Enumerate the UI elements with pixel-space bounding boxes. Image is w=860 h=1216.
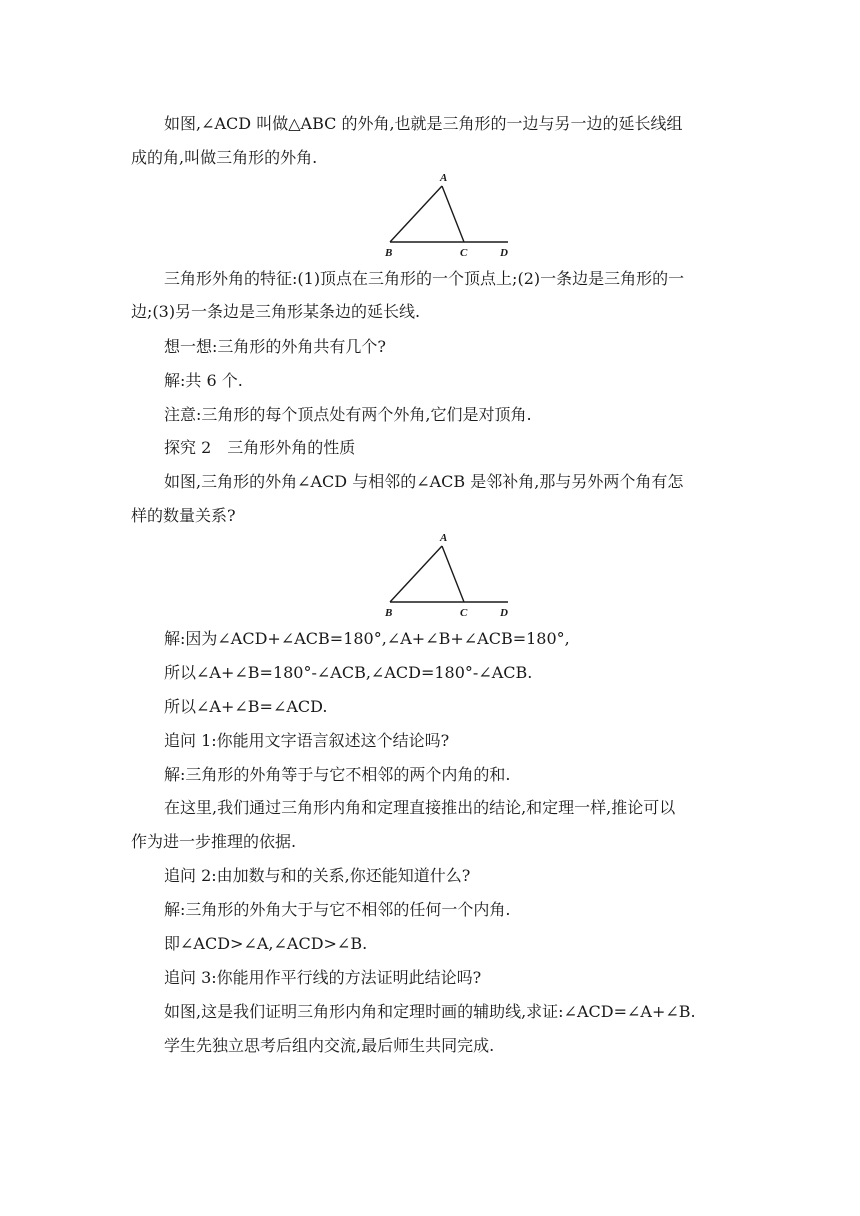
line-10: 样的数量关系? <box>131 506 236 525</box>
line-7: 注意:三角形的每个顶点处有两个外角,它们是对顶角. <box>164 405 532 424</box>
side-ac <box>442 546 464 602</box>
line-14: 追问 1:你能用文字语言叙述这个结论吗? <box>164 731 450 750</box>
line-20: 即∠ACD>∠A,∠ACD>∠B. <box>164 934 368 953</box>
label-c: C <box>460 607 468 619</box>
side-ac <box>442 186 464 242</box>
line-19: 解:三角形的外角大于与它不相邻的任何一个内角. <box>164 900 511 919</box>
line-23: 学生先独立思考后组内交流,最后师生共同完成. <box>164 1036 495 1055</box>
label-a: A <box>440 172 448 184</box>
label-d: D <box>500 607 508 619</box>
label-c: C <box>460 247 468 259</box>
label-b: B <box>385 607 393 619</box>
line-16: 在这里,我们通过三角形内角和定理直接推出的结论,和定理一样,推论可以 <box>164 798 676 817</box>
label-a: A <box>440 532 448 544</box>
line-17: 作为进一步推理的依据. <box>131 832 297 851</box>
line-11: 解:因为∠ACD+∠ACB=180°,∠A+∠B+∠ACB=180°, <box>164 629 570 648</box>
line-3: 三角形外角的特征:(1)顶点在三角形的一个顶点上;(2)一条边是三角形的一 <box>164 269 685 288</box>
line-9: 如图,三角形的外角∠ACD 与相邻的∠ACB 是邻补角,那与另外两个角有怎 <box>164 472 684 491</box>
line-18: 追问 2:由加数与和的关系,你还能知道什么? <box>164 866 471 885</box>
triangle-figure-2 <box>380 530 520 620</box>
line-22: 如图,这是我们证明三角形内角和定理时画的辅助线,求证:∠ACD=∠A+∠B. <box>164 1002 696 1021</box>
line-1: 如图,∠ACD 叫做△ABC 的外角,也就是三角形的一边与另一边的延长线组 <box>164 114 683 133</box>
line-4: 边;(3)另一条边是三角形某条边的延长线. <box>131 302 421 321</box>
line-13: 所以∠A+∠B=∠ACD. <box>164 697 328 716</box>
line-15: 解:三角形的外角等于与它不相邻的两个内角的和. <box>164 765 511 784</box>
side-ab <box>390 546 442 602</box>
line-5: 想一想:三角形的外角共有几个? <box>164 337 386 356</box>
line-12: 所以∠A+∠B=180°-∠ACB,∠ACD=180°-∠ACB. <box>164 663 533 682</box>
line-8: 探究 2 三角形外角的性质 <box>164 438 356 457</box>
line-2: 成的角,叫做三角形的外角. <box>131 148 318 167</box>
label-b: B <box>385 247 393 259</box>
line-21: 追问 3:你能用作平行线的方法证明此结论吗? <box>164 968 482 987</box>
line-6: 解:共 6 个. <box>164 371 243 390</box>
side-ab <box>390 186 442 242</box>
triangle-figure-1 <box>380 170 520 260</box>
label-d: D <box>500 247 508 259</box>
